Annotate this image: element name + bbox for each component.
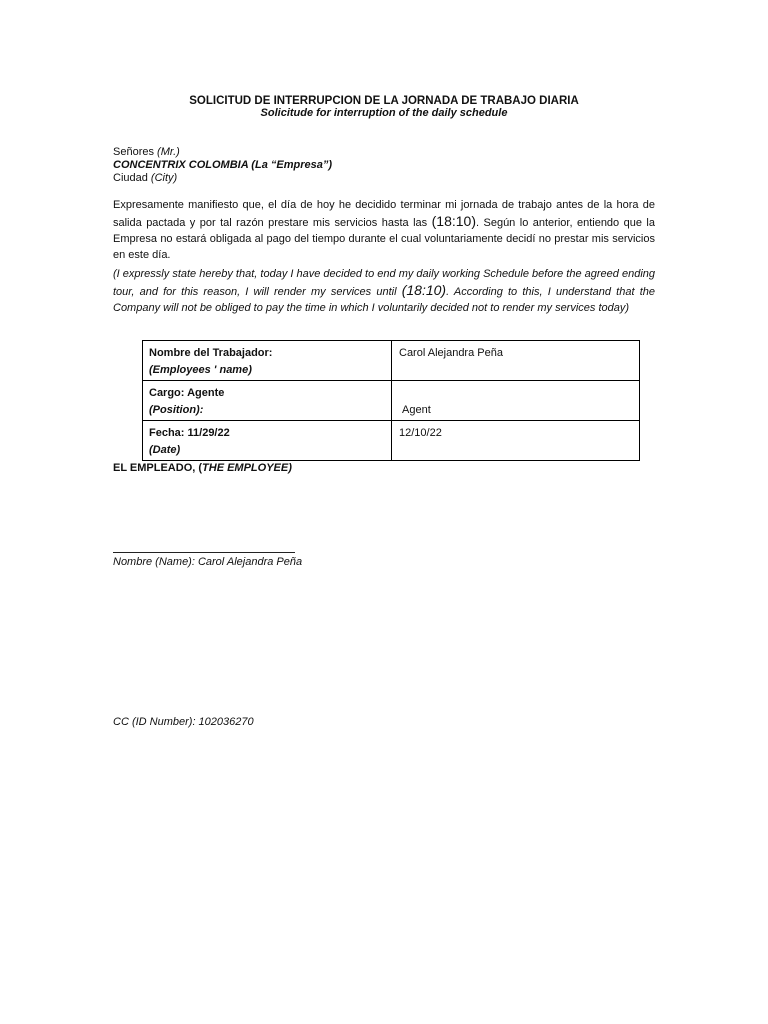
statement-english-part1: (I expressly state hereby that, today I have decided to end my daily working Schedule before the agreed ending tour, and for this reason, I will render my services until <box>113 268 655 298</box>
employee-heading-es: EL EMPLEADO, ( <box>113 462 203 474</box>
statement-spanish-time: (18:10) <box>431 213 476 229</box>
statement-english-part2: . According to this, I understand that the Company will not be obliged to pay the time in which I voluntarily decided not to render my services today) <box>113 286 655 314</box>
signature-line <box>113 552 295 553</box>
table-row <box>143 341 640 381</box>
position-value: Agent <box>392 381 640 421</box>
table-label-cell <box>143 341 392 381</box>
table-label-cell <box>143 381 392 421</box>
position-label: Cargo: Agente <box>149 387 225 399</box>
company-name: CONCENTRIX COLOMBIA (La “Empresa”) <box>113 159 333 171</box>
city-label-en: (City) <box>150 172 178 184</box>
employee-heading <box>113 461 292 475</box>
employee-info-table <box>142 340 640 461</box>
employee-name-value: Carol Alejandra Peña <box>392 341 640 381</box>
employee-name-sublabel: (Employees ' name) <box>149 364 252 376</box>
table-label-cell <box>143 421 392 461</box>
table-row <box>143 421 640 461</box>
city-label: Ciudad <box>113 172 148 184</box>
addressee-line <box>113 146 180 159</box>
city-line <box>113 172 177 185</box>
document-subtitle: Solicitude for interruption of the daily schedule <box>260 107 508 119</box>
date-sublabel: (Date) <box>149 444 181 456</box>
date-label: Fecha: 11/29/22 <box>149 427 230 439</box>
statement-english-time: (18:10) <box>401 282 447 298</box>
statement-spanish-part1: Expresamente manifiesto que, el día de hoy he decidido terminar mi jornada de trabajo antes de la hora de salida pactada y por tal razón prestare mis servicios hasta las <box>113 199 655 229</box>
statement-english <box>113 266 655 316</box>
addressee-label: Señores <box>113 146 154 158</box>
addressee-label-en: (Mr.) <box>157 146 180 158</box>
id-number: CC (ID Number): 102036270 <box>113 716 254 728</box>
date-value: 12/10/22 <box>392 421 640 461</box>
statement-spanish-part2: . Según lo anterior, entiendo que la Empresa no estará obligada al pago del tiempo durante el cual voluntariamente decidí no prestar mis servicios en este día. <box>113 217 655 261</box>
employee-heading-en: THE EMPLOYEE) <box>202 462 292 474</box>
signature-name: Nombre (Name): Carol Alejandra Peña <box>113 556 303 568</box>
statement-spanish <box>113 197 655 263</box>
position-sublabel: (Position): <box>149 404 204 416</box>
document-title: SOLICITUD DE INTERRUPCION DE LA JORNADA DE TRABAJO DIARIA <box>189 95 579 107</box>
table-row <box>143 381 640 421</box>
employee-name-label: Nombre del Trabajador: <box>149 347 273 359</box>
